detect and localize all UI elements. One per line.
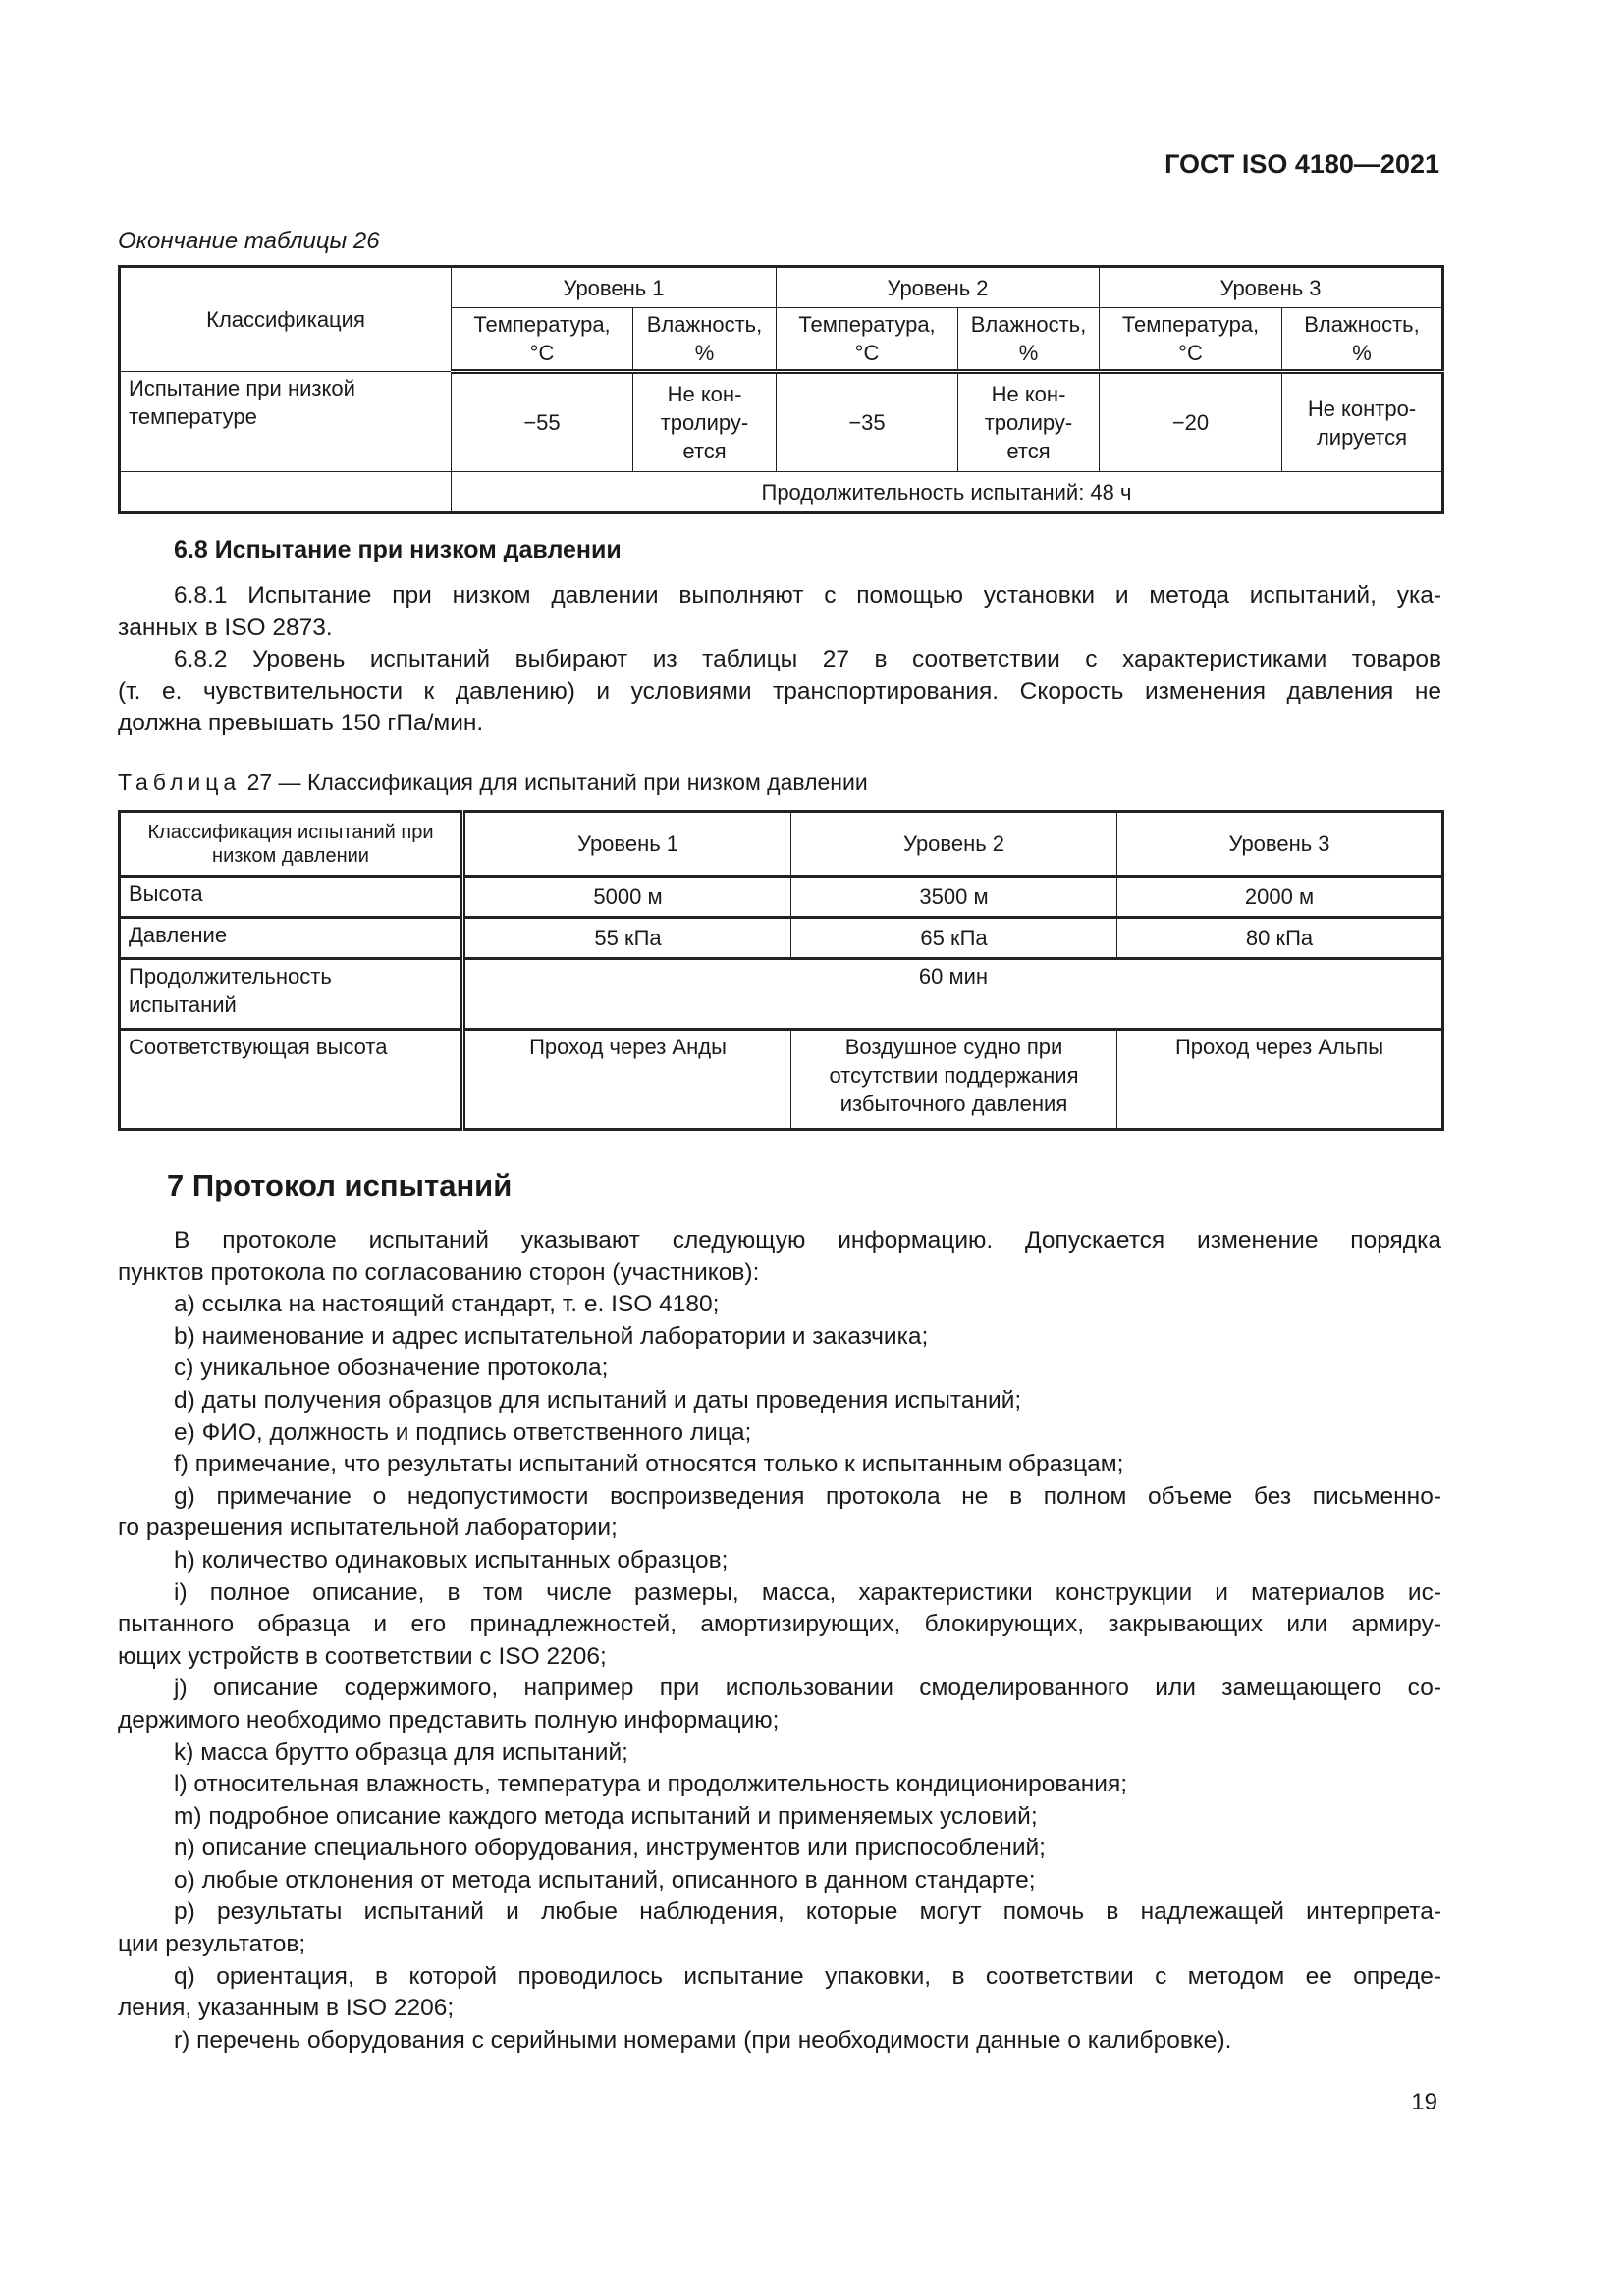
table-row <box>120 372 1443 472</box>
duration-cell: Продолжительность испытаний: 48 ч <box>452 472 1443 513</box>
text-line: a) ссылка на настоящий стандарт, т. е. ISO 4180; <box>174 1291 720 1318</box>
text-line: d) даты получения образцов для испытаний и даты проведения испытаний; <box>174 1386 1022 1414</box>
text-line: b) наименование и адрес испытательной лаборатории и заказчика; <box>174 1322 929 1350</box>
text-line: i) полное описание, в том числе размеры, масса, характеристики конструкции и материалов ис- <box>174 1578 1441 1606</box>
row-label: Высота <box>120 877 463 918</box>
header-level-3: Уровень 3 <box>1117 812 1443 877</box>
cell-hum-l2: Не кон- тролиру- ется <box>958 372 1100 472</box>
text-line: пунктов протокола по согласованию сторон (участников): <box>118 1258 760 1286</box>
text-line: h) количество одинаковых испытанных образцов; <box>174 1546 729 1574</box>
text-line: f) примечание, что результаты испытаний относятся только к испытанным образцам; <box>174 1451 1124 1478</box>
paragraph <box>118 1673 1441 1736</box>
text-line: q) ориентация, в которой проводилось испытание упаковки, в соответствии с методом ее опреде- <box>174 1962 1441 1990</box>
text-line: m) подробное описание каждого метода испытаний и применяемых условий; <box>174 1802 1038 1830</box>
header-level-3: Уровень 3 <box>1100 267 1443 308</box>
text-line: пытанного образца и его принадлежностей, амортизирующих, блокирующих, закрывающих или армиру- <box>118 1611 1441 1638</box>
paragraph <box>118 1417 1441 1450</box>
text-line: ющих устройств в соответствии с ISO 2206; <box>118 1642 607 1670</box>
row-label: Давление <box>120 918 463 959</box>
text-line: n) описание специального оборудования, инструментов или приспособлений; <box>174 1835 1046 1862</box>
text-line: g) примечание о недопустимости воспроизведения протокола не в полном объеме без письменно- <box>174 1482 1441 1510</box>
header-temperature: Температура, °С <box>452 308 633 372</box>
cell: Проход через Альпы <box>1117 1030 1443 1130</box>
section-6-8-heading: 6.8 Испытание при низком давлении <box>174 536 622 563</box>
cell: 80 кПа <box>1117 918 1443 959</box>
paragraph <box>118 1961 1441 2025</box>
text-line: 6.8.1 Испытание при низком давлении выполняют с помощью установки и метода испытаний, ука- <box>174 582 1441 609</box>
row-label: Соответствующая высота <box>120 1030 463 1130</box>
paragraph <box>118 1321 1441 1354</box>
text-line: j) описание содержимого, например при использовании смоделированного или замещающего со- <box>174 1675 1441 1702</box>
duration-cell: 60 мин <box>463 959 1443 1030</box>
table-27 <box>118 810 1444 1131</box>
cell: 2000 м <box>1117 877 1443 918</box>
header-classification: Классификация испытаний при низком давлении <box>120 812 463 877</box>
text-line: 6.8.2 Уровень испытаний выбирают из таблицы 27 в соответствии с характеристиками товаров <box>174 646 1441 673</box>
header-level-1: Уровень 1 <box>463 812 791 877</box>
paragraph <box>118 1545 1441 1577</box>
text-line: e) ФИО, должность и подпись ответственного лица; <box>174 1418 752 1446</box>
text-line: p) результаты испытаний и любые наблюдения, которые могут помочь в надлежащей интерпрета- <box>174 1898 1441 1926</box>
text-line: держимого необходимо представить полную информацию; <box>118 1706 780 1734</box>
paragraph <box>118 1225 1441 1289</box>
header-humidity: Влажность, % <box>958 308 1100 372</box>
paragraph <box>118 1577 1441 1674</box>
header-temperature: Температура, °С <box>777 308 958 372</box>
cell-hum-l3: Не контро- лируется <box>1282 372 1443 472</box>
paragraph <box>118 1769 1441 1801</box>
paragraph <box>118 1353 1441 1385</box>
table-26 <box>118 265 1444 514</box>
paragraph <box>118 1737 1441 1770</box>
table-27-caption: Таблица 27 — Классификация для испытаний при низком давлении <box>118 770 868 795</box>
page-number: 19 <box>1411 2089 1437 2115</box>
header-classification: Классификация <box>120 267 452 372</box>
cell: 3500 м <box>791 877 1117 918</box>
text-line: c) уникальное обозначение протокола; <box>174 1355 609 1382</box>
table-row <box>120 877 1443 918</box>
paragraph <box>118 1833 1441 1865</box>
text-line: l) относительная влажность, температура и продолжительность кондиционирования; <box>174 1771 1128 1798</box>
header-level-2: Уровень 2 <box>777 267 1100 308</box>
paragraph <box>118 2025 1441 2057</box>
table-26-continuation-caption: Окончание таблицы 26 <box>118 228 380 254</box>
table-row <box>120 918 1443 959</box>
paragraph <box>118 1801 1441 1834</box>
paragraph <box>118 644 1441 740</box>
paragraph <box>118 1449 1441 1481</box>
cell-hum-l1: Не кон- тролиру- ется <box>633 372 777 472</box>
section-7-body <box>118 1225 1441 2056</box>
paragraph <box>118 1896 1441 1960</box>
table-row <box>120 1030 1443 1130</box>
cell-temp-l2: −35 <box>777 372 958 472</box>
text-line: должна превышать 150 гПа/мин. <box>118 710 484 737</box>
cell: Воздушное судно при отсутствии поддержания избыточного давления <box>791 1030 1117 1130</box>
document-id: ГОСТ ISO 4180—2021 <box>1164 149 1439 179</box>
text-line: ления, указанным в ISO 2206; <box>118 1995 455 2022</box>
cell: 65 кПа <box>791 918 1117 959</box>
cell-temp-l1: −55 <box>452 372 633 472</box>
cell: 5000 м <box>463 877 791 918</box>
text-line: k) масса брутто образца для испытаний; <box>174 1738 628 1766</box>
paragraph <box>118 1481 1441 1545</box>
section-7-heading: 7 Протокол испытаний <box>167 1168 513 1202</box>
text-line: r) перечень оборудования с серийными номерами (при необходимости данные о калибровке). <box>174 2026 1232 2054</box>
table-row <box>120 959 1443 1030</box>
section-6-8-body <box>118 580 1441 740</box>
text-line: (т. е. чувствительности к давлению) и условиями транспортирования. Скорость изменения давления не <box>118 677 1441 705</box>
header-humidity: Влажность, % <box>633 308 777 372</box>
paragraph <box>118 1385 1441 1417</box>
cell-temp-l3: −20 <box>1100 372 1282 472</box>
paragraph <box>118 580 1441 644</box>
empty-cell <box>120 472 452 513</box>
text-line: го разрешения испытательной лаборатории; <box>118 1515 618 1542</box>
header-level-1: Уровень 1 <box>452 267 777 308</box>
header-humidity: Влажность, % <box>1282 308 1443 372</box>
paragraph <box>118 1289 1441 1321</box>
paragraph <box>118 1865 1441 1897</box>
text-line: o) любые отклонения от метода испытаний, описанного в данном стандарте; <box>174 1866 1036 1894</box>
cell: 55 кПа <box>463 918 791 959</box>
header-level-2: Уровень 2 <box>791 812 1117 877</box>
text-line: ции результатов; <box>118 1931 306 1958</box>
row-label: Продолжительность испытаний <box>120 959 463 1030</box>
table-row <box>120 472 1443 513</box>
row-label: Испытание при низкой температуре <box>120 372 452 472</box>
header-temperature: Температура, °С <box>1100 308 1282 372</box>
text-line: В протоколе испытаний указывают следующую информацию. Допускается изменение порядка <box>174 1227 1441 1254</box>
cell: Проход через Анды <box>463 1030 791 1130</box>
text-line: занных в ISO 2873. <box>118 614 333 641</box>
